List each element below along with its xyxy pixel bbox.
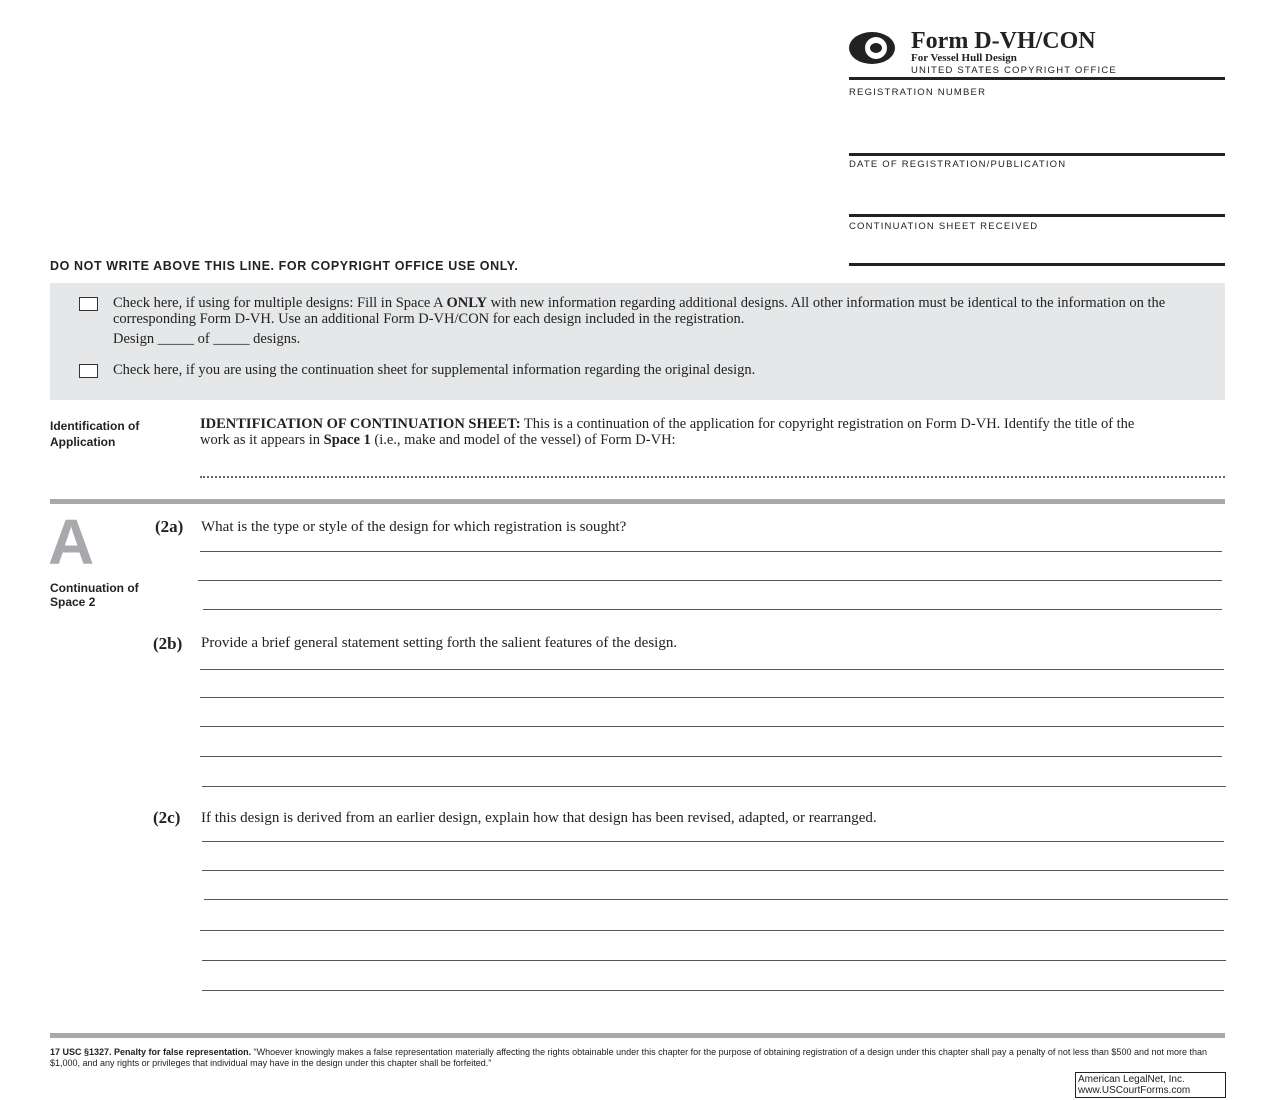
multiple-designs-text: Check here, if using for multiple designs: Fill in Space A ONLY with new information regarding additional designs. All other information must be identical to the information on the corresponding Form D-VH. Use an additional Form D-VH/CON for each design included in the registration.	[113, 295, 1166, 327]
answer-line-2a[interactable]	[198, 580, 1222, 581]
supplemental-text: Check here, if you are using the continuation sheet for supplemental information regarding the original design.	[113, 362, 756, 378]
answer-line-2a[interactable]	[200, 551, 1222, 552]
question-2b-number: (2b)	[153, 634, 183, 653]
section-label: Continuation of Space 2	[50, 581, 139, 609]
answer-line-2c[interactable]	[202, 960, 1226, 961]
identification-text: IDENTIFICATION OF CONTINUATION SHEET: This is a continuation of the application for copyright registration on Form D-VH. Identify the title of the work as it appears in Space 1 (i.e., make and model of the vessel) of Form D-VH:	[200, 416, 1135, 448]
section-divider	[50, 499, 1225, 504]
office-name: UNITED STATES COPYRIGHT OFFICE	[911, 65, 1117, 76]
design-count-field[interactable]: Design _____ of _____ designs.	[113, 331, 301, 347]
form-subtitle: For Vessel Hull Design	[911, 52, 1017, 64]
penalty-notice: 17 USC §1327. Penalty for false representation. “Whoever knowingly makes a false representation materially affecting the rights obtainable under this chapter for the purpose of obtaining registration of a design under this chapter shall pay a penalty of not less than $500 and not more than $1,000, and any rights or privileges that individual may have in the design under this chapter shall be forfeited.”	[50, 1047, 1208, 1068]
section-letter: A	[48, 506, 95, 578]
identification-label: Identification of Application	[50, 419, 140, 449]
supplemental-checkbox[interactable]	[79, 364, 98, 378]
footer-divider	[50, 1033, 1225, 1038]
question-2a-number: (2a)	[155, 517, 184, 536]
answer-line-2c[interactable]	[202, 841, 1224, 842]
multiple-designs-checkbox[interactable]	[79, 297, 98, 311]
answer-line-2b[interactable]	[200, 669, 1224, 670]
question-2a-text: What is the type or style of the design for which registration is sought?	[201, 519, 627, 535]
question-2c-number: (2c)	[153, 808, 181, 827]
question-2c-text: If this design is derived from an earlier design, explain how that design has been revised, adapted, or rearranged.	[201, 810, 877, 826]
answer-line-2c[interactable]	[202, 870, 1224, 871]
answer-line-2c[interactable]	[200, 930, 1224, 931]
registration-number-label: REGISTRATION NUMBER	[849, 87, 987, 98]
answer-line-2a[interactable]	[203, 609, 1222, 610]
answer-line-2c[interactable]	[204, 899, 1228, 900]
form-title: Form D-VH/CON	[911, 28, 1096, 54]
answer-line-2b[interactable]	[200, 756, 1222, 757]
date-of-registration-label: DATE OF REGISTRATION/PUBLICATION	[849, 159, 1067, 170]
answer-line-2c[interactable]	[202, 990, 1224, 991]
answer-line-2b[interactable]	[202, 786, 1226, 787]
publisher-stamp: American LegalNet, Inc. www.USCourtForms.com	[1075, 1072, 1226, 1098]
answer-line-2b[interactable]	[200, 697, 1224, 698]
do-not-write-notice: DO NOT WRITE ABOVE THIS LINE. FOR COPYRIGHT OFFICE USE ONLY.	[50, 259, 519, 273]
title-input-dotted[interactable]	[200, 476, 1225, 478]
answer-line-2b[interactable]	[200, 726, 1224, 727]
continuation-received-label: CONTINUATION SHEET RECEIVED	[849, 221, 1039, 232]
question-2b-text: Provide a brief general statement setting forth the salient features of the design.	[201, 635, 678, 651]
logo-c-inner	[870, 43, 882, 53]
